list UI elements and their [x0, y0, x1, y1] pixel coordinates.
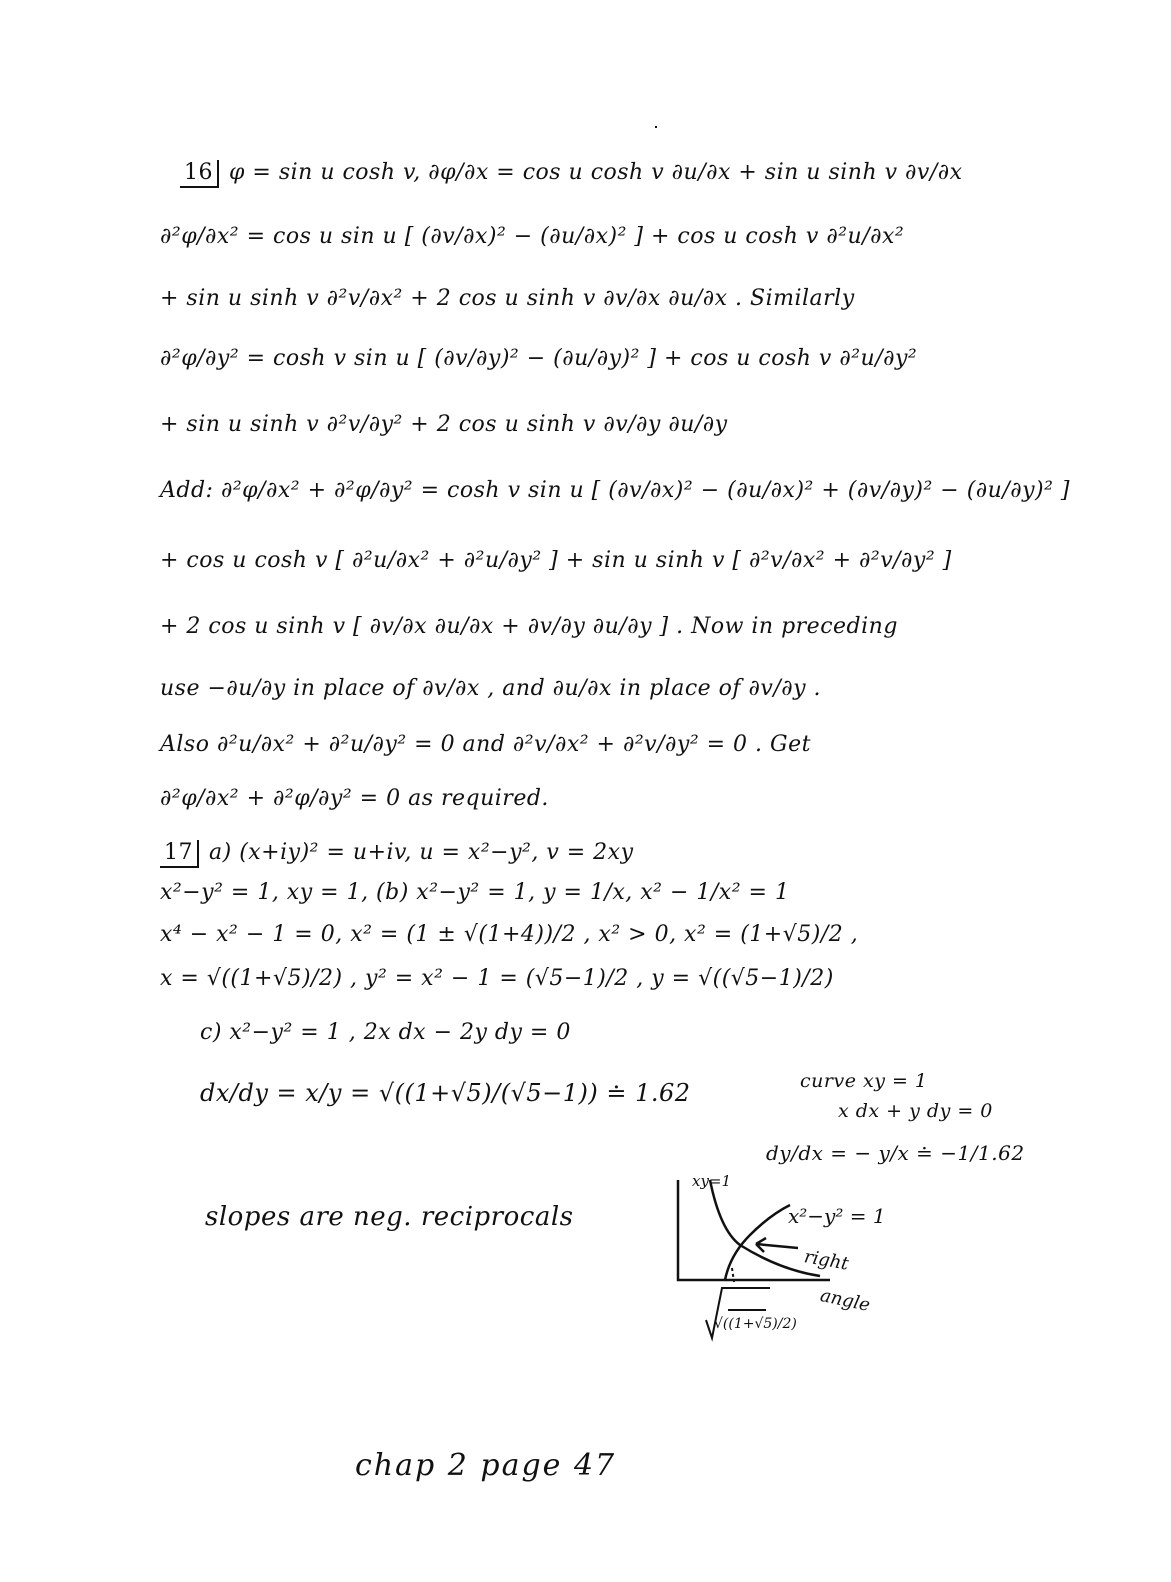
line-17a — [160, 840, 634, 868]
problem-number-17: 17 — [160, 840, 199, 868]
line-sin-sinh-y: + sin u sinh v ∂²v/∂y² + 2 cos u sinh v ∂v/∂y ∂u/∂y — [160, 412, 728, 437]
line-x-dx-y-dy: x dx + y dy = 0 — [838, 1100, 993, 1122]
problem-number-16: 16 — [180, 160, 219, 188]
sketch-label-angle: angle — [818, 1285, 872, 1316]
line-16-phi — [180, 160, 963, 188]
line-2cos-sinh: + 2 cos u sinh v [ ∂v/∂x ∂u/∂x + ∂v/∂y ∂u/∂y ] . Now in preceding — [160, 614, 898, 639]
line-quartic: x⁴ − x² − 1 = 0, x² = (1 ± √(1+4))/2 , x² > 0, x² = (1+√5)/2 , — [160, 922, 859, 947]
line-curve-xy: curve xy = 1 — [800, 1070, 928, 1092]
line-cos-cosh: + cos u cosh v [ ∂²u/∂x² + ∂²u/∂y² ] + sin u sinh v [ ∂²v/∂x² + ∂²v/∂y² ] — [160, 548, 952, 573]
sketch-arrow — [756, 1238, 798, 1252]
sketch-label-hyperbola: x²−y² = 1 — [788, 1204, 886, 1228]
line-17b: x²−y² = 1, xy = 1, (b) x²−y² = 1, y = 1/x, x² − 1/x² = 1 — [160, 880, 790, 905]
line-add: Add: ∂²φ/∂x² + ∂²φ/∂y² = cosh v sin u [ (∂v/∂x)² − (∂u/∂x)² + (∂v/∂y)² − (∂u/∂y)² ] — [160, 478, 1071, 503]
line-text: a) (x+iy)² = u+iv, u = x²−y², v = 2xy — [209, 840, 634, 865]
sketch-label-root: √((1+√5)/2) — [714, 1316, 797, 1332]
sketch-label-xy: xy=1 — [692, 1172, 732, 1190]
line-sin-sinh-x: + sin u sinh v ∂²v/∂x² + 2 cos u sinh v ∂v/∂x ∂u/∂x . Similarly — [160, 286, 855, 311]
line-17c: c) x²−y² = 1 , 2x dx − 2y dy = 0 — [200, 1020, 571, 1045]
line-dx-dy: dx/dy = x/y = √((1+√5)/(√5−1)) ≐ 1.62 — [200, 1079, 691, 1107]
line-x-y-values: x = √((1+√5)/2) , y² = x² − 1 = (√5−1)/2 , y = √((√5−1)/2) — [160, 966, 834, 991]
line-second-derivative-y: ∂²φ/∂y² = cosh v sin u [ (∂v/∂y)² − (∂u/∂y)² ] + cos u cosh v ∂²u/∂y² — [160, 346, 918, 371]
line-dy-dx: dy/dx = − y/x ≐ −1/1.62 — [766, 1141, 1025, 1165]
line-text: φ = sin u cosh v, ∂φ/∂x = cos u cosh v ∂u/∂x + sin u sinh v ∂v/∂x — [229, 160, 963, 185]
ink-speck — [655, 126, 657, 128]
line-as-required: ∂²φ/∂x² + ∂²φ/∂y² = 0 as required. — [160, 786, 549, 811]
line-second-derivative-x: ∂²φ/∂x² = cos u sin u [ (∂v/∂x)² − (∂u/∂x)² ] + cos u cosh v ∂²u/∂x² — [160, 224, 905, 249]
line-also: Also ∂²u/∂x² + ∂²u/∂y² = 0 and ∂²v/∂x² + ∂²v/∂y² = 0 . Get — [160, 732, 811, 757]
line-use: use −∂u/∂y in place of ∂v/∂x , and ∂u/∂x in place of ∂v/∂y . — [160, 676, 822, 701]
line-slopes: slopes are neg. reciprocals — [205, 1202, 574, 1232]
sketch-label-right: right — [802, 1246, 851, 1275]
page-footer: chap 2 page 47 — [355, 1448, 617, 1483]
